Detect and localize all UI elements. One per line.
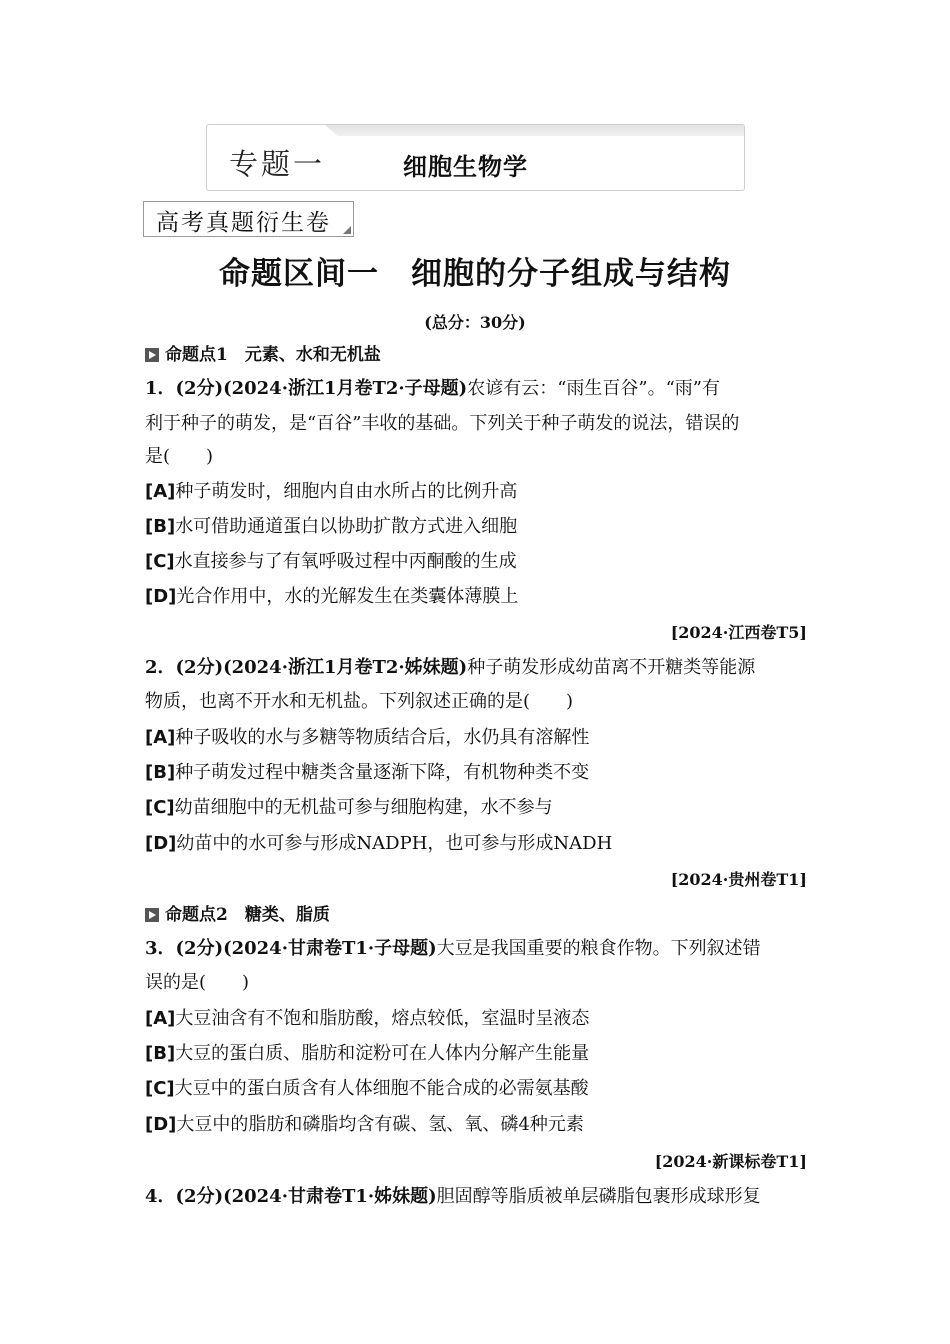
section-heading-2: 命题点2 糖类、脂质	[145, 903, 330, 927]
question-3-line-1: 3．(2分)(2024·甘肃卷T1·子母题)大豆是我国重要的粮食作物。下列叙述错	[145, 938, 761, 959]
question-1-line-3: 是( )	[145, 446, 214, 467]
play-triangle-icon	[145, 908, 159, 922]
question-3-source: [2024·新课标卷T1]	[654, 1152, 807, 1171]
question-2-line-2: 物质，也离不开水和无机盐。下列叙述正确的是( )	[145, 691, 574, 712]
question-2-line-1: 2．(2分)(2024·浙江1月卷T2·姊妹题)种子萌发形成幼苗离不开糖类等能源	[145, 657, 756, 678]
question-1-meta: (2分)(2024·浙江1月卷T2·子母题)	[175, 378, 468, 399]
question-4-meta: (2分)(2024·甘肃卷T1·姊妹题)	[175, 1186, 437, 1207]
corner-triangle-icon	[343, 226, 351, 234]
page-title: 命题区间一 细胞的分子组成与结构	[219, 256, 731, 292]
option-d: [D]大豆中的脂肪和磷脂均含有碳、氢、氧、磷4种元素	[145, 1114, 584, 1135]
option-c: [C]水直接参与了有氧呼吸过程中丙酮酸的生成	[145, 551, 517, 572]
question-1-line-2: 利于种子的萌发，是“百谷”丰收的基础。下列关于种子萌发的说法，错误的	[145, 413, 740, 434]
option-b: [B]种子萌发过程中糖类含量逐渐下降，有机物种类不变	[145, 762, 590, 783]
option-b: [B]水可借助通道蛋白以协助扩散方式进入细胞	[145, 516, 518, 537]
banner-topic: 专题一	[229, 147, 326, 181]
option-c: [C]大豆中的蛋白质含有人体细胞不能合成的必需氨基酸	[145, 1078, 589, 1099]
total-score: (总分：30分)	[424, 313, 526, 332]
option-a: [A]种子萌发时，细胞内自由水所占的比例升高	[145, 481, 518, 502]
exam-tag	[143, 201, 354, 237]
question-1-line-1: 1．(2分)(2024·浙江1月卷T2·子母题)农谚有云：“雨生百谷”。“雨”有	[145, 378, 721, 399]
question-2-source: [2024·贵州卷T1]	[670, 870, 807, 889]
banner-subject: 细胞生物学	[403, 153, 528, 181]
option-d: [D]幼苗中的水可参与形成NADPH，也可参与形成NADH	[145, 833, 613, 854]
play-triangle-icon	[145, 348, 159, 362]
topic-banner	[206, 124, 745, 191]
question-2-meta: (2分)(2024·浙江1月卷T2·姊妹题)	[175, 657, 468, 678]
banner-decor-strip	[325, 125, 744, 136]
question-4-line-1: 4．(2分)(2024·甘肃卷T1·姊妹题)胆固醇等脂质被单层磷脂包裹形成球形复	[145, 1186, 761, 1207]
exam-tag-label: 高考真题衍生卷	[156, 210, 331, 236]
question-3-meta: (2分)(2024·甘肃卷T1·子母题)	[175, 938, 437, 959]
question-1-source: [2024·江西卷T5]	[670, 623, 807, 642]
option-a: [A]大豆油含有不饱和脂肪酸，熔点较低，室温时呈液态	[145, 1008, 590, 1029]
section-heading-1: 命题点1 元素、水和无机盐	[145, 343, 381, 367]
option-a: [A]种子吸收的水与多糖等物质结合后，水仍具有溶解性	[145, 727, 590, 748]
option-b: [B]大豆的蛋白质、脂肪和淀粉可在人体内分解产生能量	[145, 1043, 590, 1064]
option-c: [C]幼苗细胞中的无机盐可参与细胞构建，水不参与	[145, 797, 553, 818]
question-3-line-2: 误的是( )	[145, 972, 250, 993]
option-d: [D]光合作用中，水的光解发生在类囊体薄膜上	[145, 586, 519, 607]
